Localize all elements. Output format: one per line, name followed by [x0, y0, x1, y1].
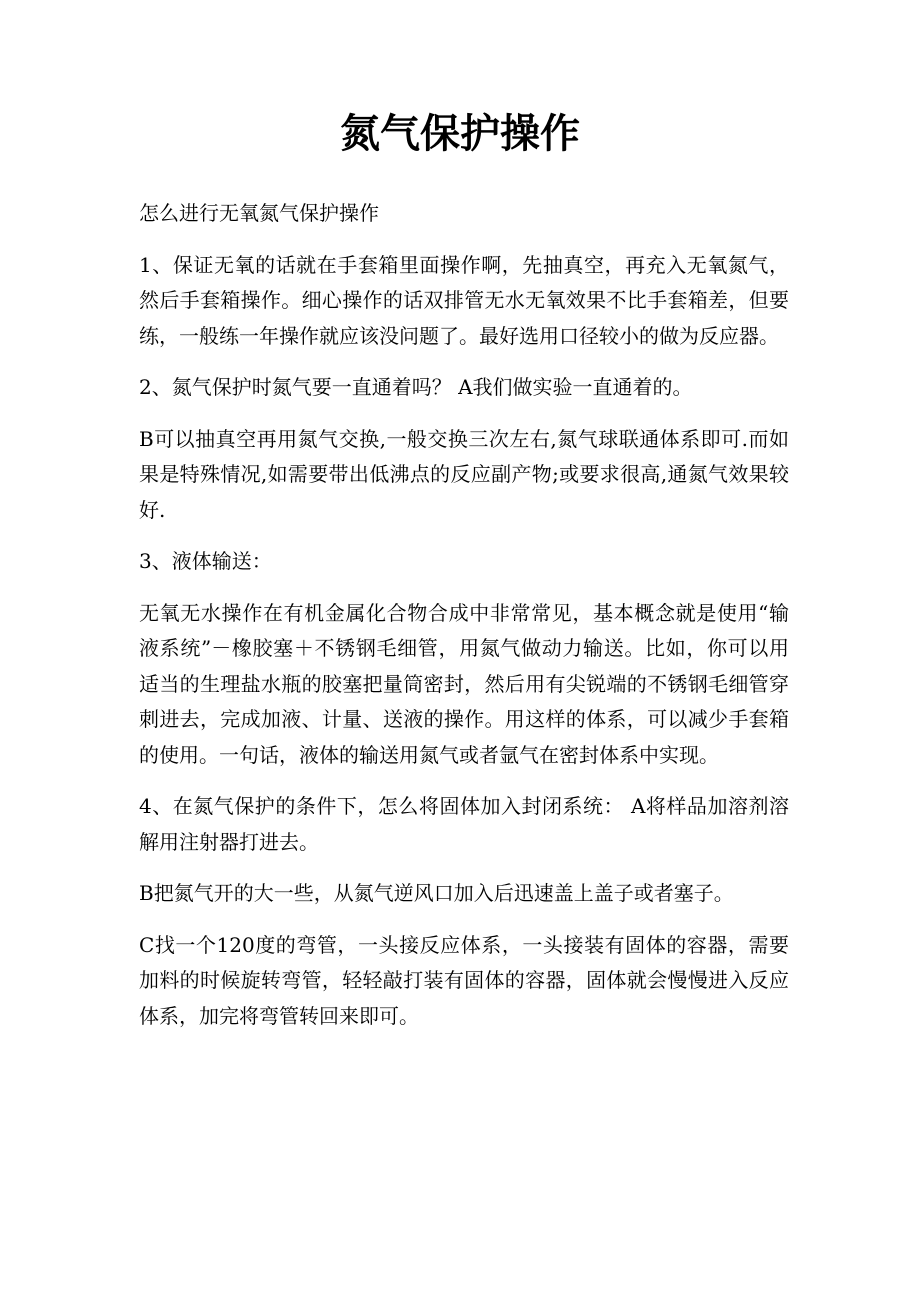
- paragraph-4b: B把氮气开的大一些，从氮气逆风口加入后迅速盖上盖子或者塞子。: [139, 881, 734, 905]
- paragraph-2a: 2、氮气保护时氮气要一直通着吗？ A我们做实验一直通着的。: [139, 375, 693, 399]
- paragraph-2b: B可以抽真空再用氮气交换,一般交换三次左右,氮气球联通体系即可.而如果是特殊情况,如需要带出低沸点的反应副产物;或要求很高,通氮气效果较好.: [139, 426, 789, 522]
- paragraph-intro: 怎么进行无氧氮气保护操作: [139, 201, 379, 225]
- paragraph-3-heading: 3、液体输送：: [139, 549, 272, 573]
- paragraph-1: 1、保证无氧的话就在手套箱里面操作啊，先抽真空，再充入无氧氮气，然后手套箱操作。细心操作的话双排管无水无氧效果不比手套箱差，但要练，一般练一年操作就应该没问题了。最好选用口径较小的做为反应器。: [139, 252, 789, 348]
- paragraph-4a: 4、在氮气保护的条件下，怎么将固体加入封闭系统： A将样品加溶剂溶解用注射器打进去。: [139, 794, 789, 854]
- paragraph-3-body: 无氧无水操作在有机金属化合物合成中非常常见，基本概念就是使用“输液系统”－橡胶塞＋不锈钢毛细管，用氮气做动力输送。比如，你可以用适当的生理盐水瓶的胶塞把量筒密封，然后用有尖锐端的不锈钢毛细管穿刺进去，完成加液、计量、送液的操作。用这样的体系，可以减少手套箱的使用。一句话，液体的输送用氮气或者氩气在密封体系中实现。: [139, 600, 789, 767]
- paragraph-4c: C找一个120度的弯管，一头接反应体系，一头接装有固体的容器，需要加料的时候旋转弯管，轻轻敲打装有固体的容器，固体就会慢慢进入反应体系，加完将弯管转回来即可。: [139, 932, 789, 1028]
- document-title: 氮气保护操作: [340, 110, 580, 157]
- document-body: [139, 196, 789, 1050]
